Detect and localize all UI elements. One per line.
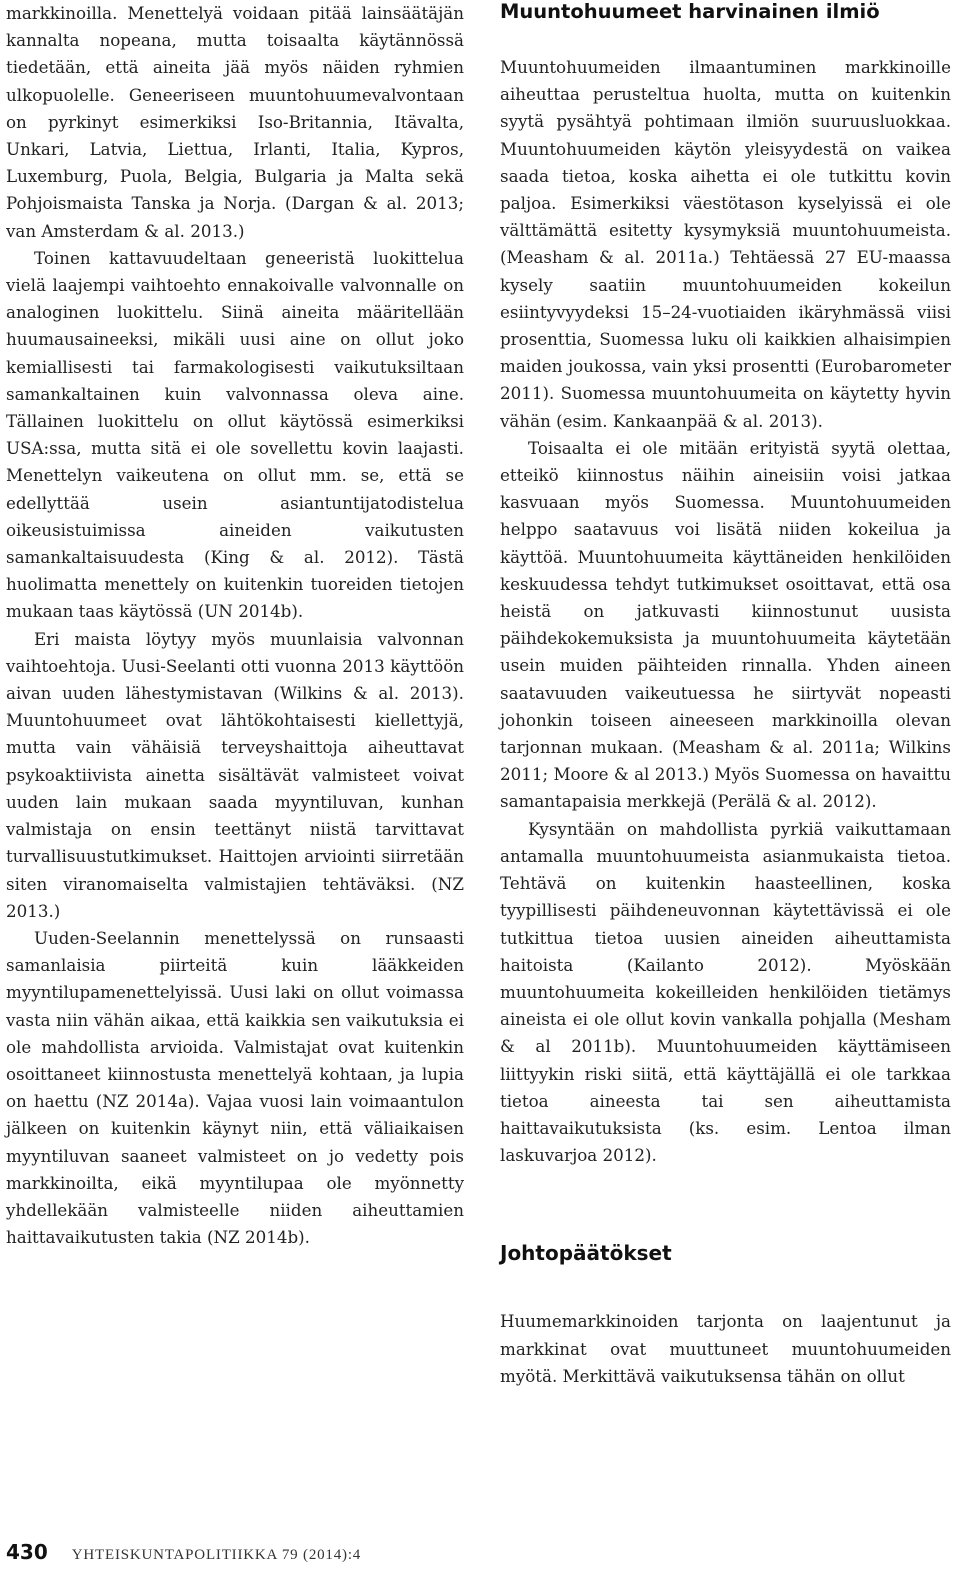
page-footer: [6, 1540, 361, 1574]
left-paragraph-3: Eri maista löytyy myös muunlaisia valvonnan vaihtoehtoja. Uusi-Seelanti otti vuonna 2013 käyttöön aivan uuden lähestymistavan (Wilkins & al. 2013). Muuntohuumeet ovat lähtökohtaisesti kiellettyjä, mutta vain vähäisiä terveyshaittoja aiheuttavat psykoaktiivista ainetta sisältävät valmisteet voivat uuden lain mukaan saada myyntiluvan, kunhan valmistaja on ensin teettänyt niistä tarvittavat turvallisuustutkimukset. Haittojen arviointi siirretään siten viranomaiselta valmistajien tehtäväksi. (NZ 2013.): [6, 628, 464, 921]
right-paragraph-3: Kysyntään on mahdollista pyrkiä vaikuttamaan antamalla muuntohuumeista asianmukaista tietoa. Tehtävä on kuitenkin haasteellinen, koska tyypillisesti päihdeneuvonnan käytettävissä ei ole tutkittua tietoa uusien aineiden aiheuttamista haitoista (Kailanto 2012). Myöskään muuntohuumeita kokeilleiden henkilöiden tietämys aineista ei ole ollut kovin vankalla pohjalla (Mesham & al 2011b). Muuntohuumeiden käyttämiseen liittyykin riski siitä, että käyttäjällä ei ole tarkkaa tietoa aineesta tai sen aiheuttamista haittavaikutuksista (ks. esim. Lentoa ilman laskuvarjoa 2012).: [500, 818, 951, 1166]
section-heading-johtopaatokset: Johtopäätökset: [500, 1241, 672, 1266]
left-paragraph-1: markkinoilla. Menettelyä voidaan pitää lainsäätäjän kannalta nopeana, mutta toisaalta käytännössä tiedetään, että aineita jää myös näiden ryhmien ulkopuolelle. Geneeriseen muuntohuumevalvontaan on pyrkinyt esimerkiksi Iso-Britannia, Itävalta, Unkari, Latvia, Liettua, Irlanti, Italia, Kypros, Luxemburg, Puola, Belgia, Bulgaria ja Malta sekä Pohjoismaista Tanska ja Norja. (Dargan & al. 2013; van Amsterdam & al. 2013.): [6, 3, 464, 241]
page-number: 430: [6, 1540, 48, 1564]
journal-name: YHTEISKUNTAPOLITIIKKA 79 (2014):4: [71, 1547, 362, 1563]
left-column: [6, 0, 464, 1251]
section-heading-harvinainen: Muuntohuumeet harvinainen ilmiö: [500, 0, 880, 23]
left-paragraph-2: Toinen kattavuudeltaan geneeristä luokittelua vielä laajempi vaihtoehto ennakoivalle valvonnalle on analoginen luokittelu. Siinä aineita määritellään huumausaineeksi, mikäli uusi aine on ollut joko kemiallisesti tai farmakologisesti vaikutuksiltaan samankaltainen kuin valvonnassa oleva aine. Tällainen luokittelu on ollut käytössä esimerkiksi USA:ssa, mutta sitä ei ole sovellettu kovin laajasti. Menettelyn vaikeutena on ollut mm. se, että se edellyttää usein asiantuntijatodistelua oikeusistuimissa aineiden vaikutusten samankaltaisuudesta (King & al. 2012). Tästä huolimatta menettely on kuitenkin tuoreiden tietojen mukaan taas käytössä (UN 2014b).: [6, 247, 464, 622]
right-paragraph-1: Muuntohuumeiden ilmaantuminen markkinoille aiheuttaa perusteltua huolta, mutta on kuitenkin syytä pysähtyä pohtimaan ilmiön suuruusluokkaa. Muuntohuumeiden käytön yleisyydestä on vaikea saada tietoa, koska aihetta ei ole tutkittu kovin paljoa. Esimerkiksi väestötason kyselyissä ei ole välttämättä esitetty kysymyksiä muuntohuumeista. (Measham & al. 2011a.) Tehtäessä 27 EU-maassa kysely saatiin muuntohuumeiden kokeilun esiintyvyydeksi 15–24-vuotiaiden ikäryhmässä viisi prosenttia, Suomessa luku oli kaikkien alhaisimpien maiden joukossa, vain yksi prosentti (Eurobarometer 2011). Suomessa muuntohuumeita on käytetty hyvin vähän (esim. Kankaanpää & al. 2013).: [500, 57, 951, 431]
right-paragraph-2: Toisaalta ei ole mitään erityistä syytä olettaa, etteikö kiinnostus näihin aineisiin voisi jatkaa kasvuaan myös Suomessa. Muuntohuumeiden helppo saatavuus voi lisätä niiden kokeilua ja käyttöä. Muuntohuumeita käyttäneiden henkilöiden keskuudessa tehdyt tutkimukset osoittavat, että osa heistä on jatkuvasti kiinnostunut uusista päihdekokemuksista ja muuntohuumeita käytetään usein muiden päihteiden rinnalla. Yhden aineen saatavuuden vaikeutuessa he siirtyvät nopeasti johonkin toiseen aineeseen markkinoilla olevan tarjonnan mukaan. (Measham & al. 2011a; Wilkins 2011; Moore & al 2013.) Myös Suomessa on havaittu samantapaisia merkkejä (Perälä & al. 2012).: [500, 437, 951, 812]
right-column: [500, 0, 951, 1390]
left-paragraph-4: Uuden-Seelannin menettelyssä on runsaasti samanlaisia piirteitä kuin lääkkeiden myyntilupamenettelyissä. Uusi laki on ollut voimassa vasta niin vähän aikaa, että kaikkia sen vaikutuksia ei ole mahdollista arvioida. Valmistajat ovat kuitenkin osoittaneet kiinnostusta menettelyä kohtaan, ja lupia on haettu (NZ 2014a). Vajaa vuosi lain voimaantulon jälkeen on kuitenkin käynyt niin, että väliaikaisen myyntiluvan saaneet valmisteet on jo vedetty pois markkinoilta, eikä myyntilupaa ole myönnetty yhdellekään valmisteelle niiden aiheuttamien haittavaikutusten takia (NZ 2014b).: [6, 927, 464, 1248]
right-paragraph-4: Huumemarkkinoiden tarjonta on laajentunut ja markkinat ovat muuttuneet muuntohuumeiden myötä. Merkittävä vaikutuksensa tähän on ollut: [500, 1311, 951, 1386]
